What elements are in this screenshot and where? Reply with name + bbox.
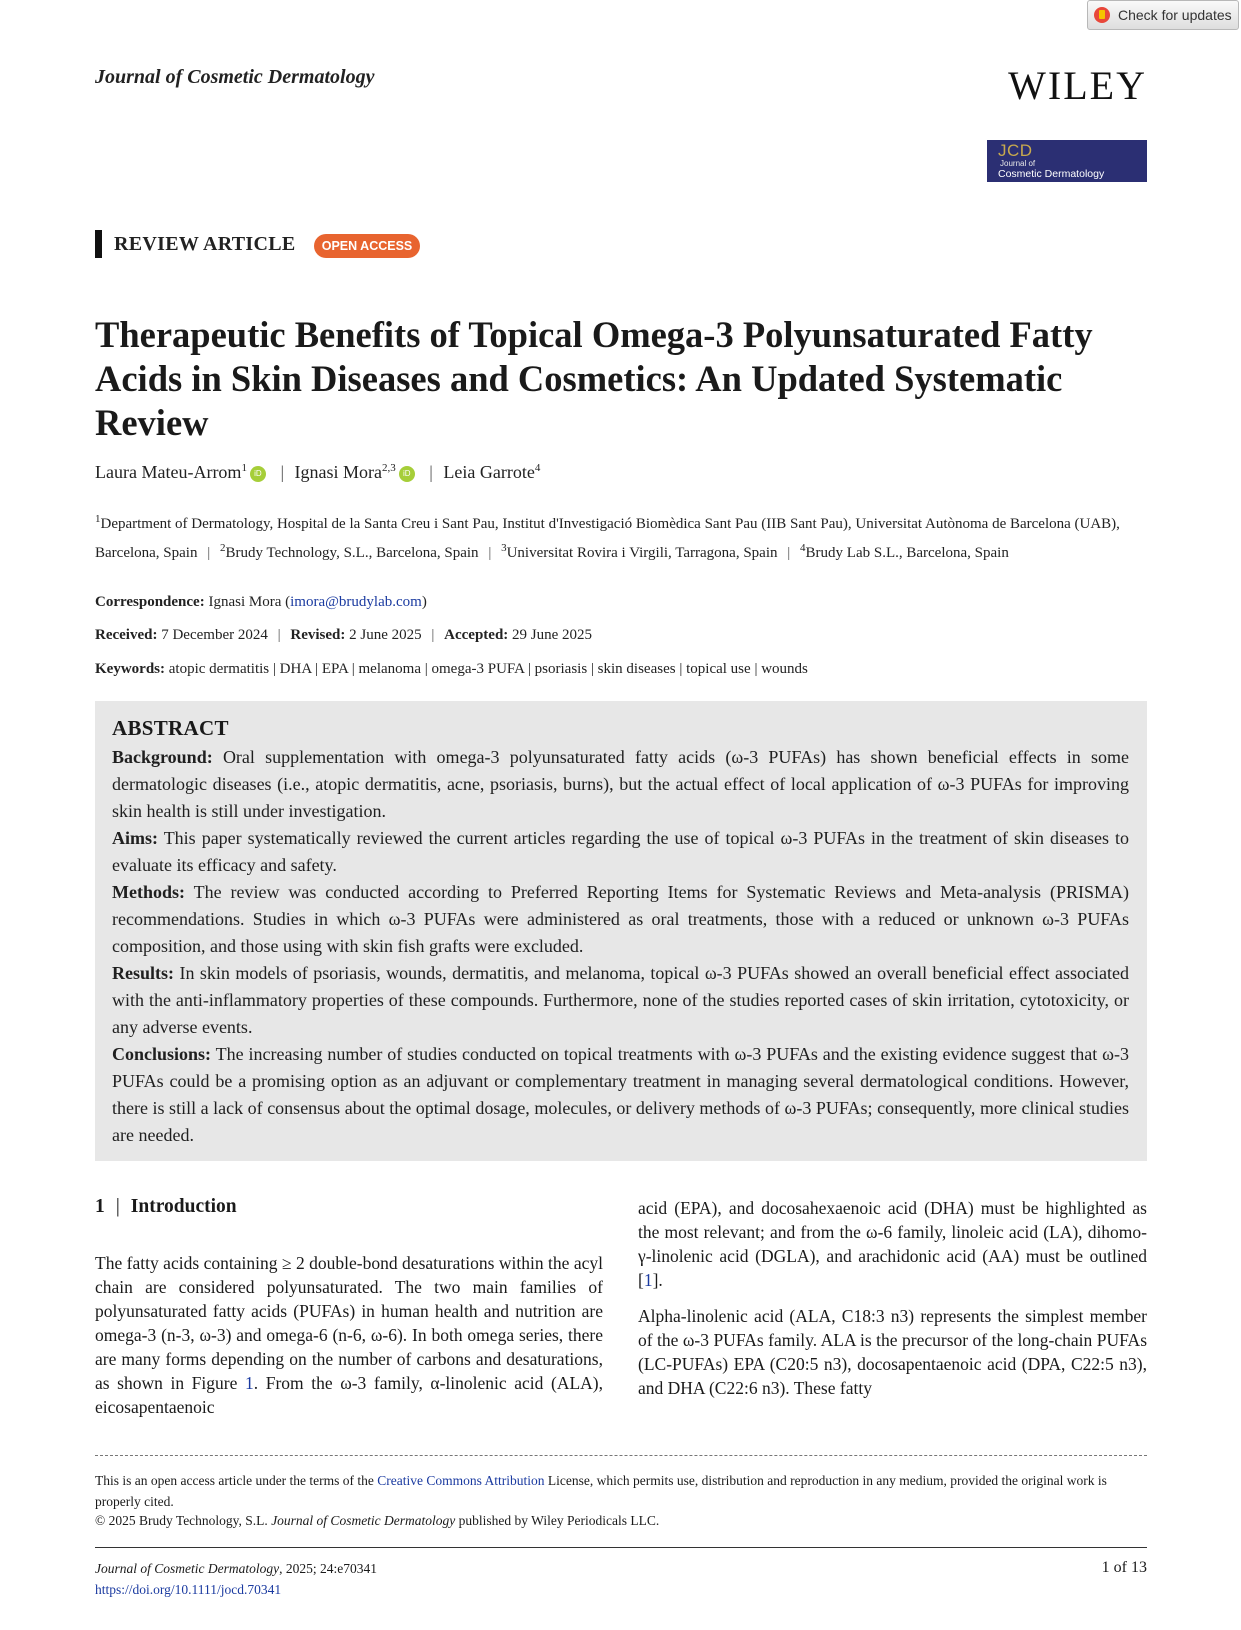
keyword: wounds: [761, 661, 808, 677]
affiliation-number: 1: [95, 513, 101, 525]
keyword: skin diseases: [597, 661, 676, 677]
journal-badge-line2: Cosmetic Dermatology: [998, 168, 1105, 180]
keyword-separator: |: [587, 661, 598, 677]
affiliation-separator: |: [488, 544, 492, 561]
journal-name: Journal of Cosmetic Dermatology: [95, 66, 375, 88]
keyword-separator: |: [311, 661, 322, 677]
journal-badge-line1: Journal of: [1000, 159, 1036, 168]
received-label: Received:: [95, 627, 158, 643]
keyword-separator: |: [750, 661, 762, 677]
keyword: DHA: [279, 661, 312, 677]
keyword: omega-3 PUFA: [431, 661, 525, 677]
revised-label: Revised:: [290, 627, 346, 643]
received-date: 7 December 2024: [161, 627, 268, 643]
correspondence-label: Correspondence:: [95, 594, 205, 610]
body-text: ].: [652, 1270, 663, 1290]
body-text: The fatty acids containing ≥ 2 double-bond desaturations within the acyl chain are considered polyunsaturated. The two main families of polyunsaturated fatty acids (PUFAs) in human health and nutrition are omega-3 (n-3, ω-3) and omega-6 (n-6, ω-6). In both omega series, there are many forms depending on the number of carbons and desaturations, as shown in Figure: [95, 1253, 603, 1393]
keyword-separator: |: [347, 661, 359, 677]
abstract-results: [112, 960, 1129, 1041]
affiliations: [95, 508, 1145, 565]
article-dates: [95, 627, 592, 644]
abstract-heading: ABSTRACT: [112, 716, 229, 740]
affiliation-text: Brudy Technology, S.L., Barcelona, Spain: [225, 544, 479, 561]
article-title: Therapeutic Benefits of Topical Omega-3 Polyunsaturated Fatty Acids in Skin Diseases and Cosmetics: An Updated Systematic Review: [95, 314, 1093, 443]
body-text: acid (EPA), and docosahexaenoic acid (DHA) must be highlighted as the most relevant; and from the ω-6 family, linoleic acid (LA), dihomo-γ-linolenic acid (DGLA), and arachidonic acid (AA) must be outlined [: [638, 1198, 1147, 1290]
author-name[interactable]: Ignasi Mora: [294, 462, 383, 482]
license-link[interactable]: Creative Commons Attribution: [377, 1473, 545, 1488]
keyword: topical use: [686, 661, 751, 677]
body-paragraph: [638, 1196, 1147, 1292]
copyright-text: published by Wiley Periodicals LLC.: [455, 1513, 660, 1528]
accepted-label: Accepted:: [444, 627, 509, 643]
orcid-icon[interactable]: iD: [399, 466, 415, 482]
affiliation-separator: |: [207, 544, 211, 561]
copyright-text: © 2025 Brudy Technology, S.L.: [95, 1513, 272, 1528]
page-number: 1 of 13: [1101, 1559, 1147, 1576]
body-column-right: [638, 1196, 1147, 1400]
date-separator: |: [277, 627, 281, 643]
correspondence-name: Ignasi Mora: [208, 594, 282, 610]
author-affiliation-sup: 4: [534, 462, 541, 474]
author-separator: |: [429, 462, 433, 482]
keyword: atopic dermatitis: [168, 661, 270, 677]
keyword: melanoma: [358, 661, 421, 677]
open-access-badge: OPEN ACCESS: [314, 234, 420, 258]
reference-link[interactable]: 1: [643, 1270, 653, 1290]
abstract-section-label: Background:: [112, 747, 213, 767]
affiliation-number: 3: [501, 541, 507, 554]
abstract-section-text: Oral supplementation with omega-3 polyunsaturated fatty acids (ω-3 PUFAs) has shown beneficial effects in some dermatologic diseases (i.e., atopic dermatitis, acne, psoriasis, burns), but the actual effect of local application of ω-3 PUFAs for improving skin health is still under investigation.: [112, 747, 1130, 821]
affiliation-separator: |: [787, 544, 791, 561]
abstract-section-label: Conclusions:: [112, 1044, 212, 1064]
article-type: REVIEW ARTICLE: [114, 233, 296, 255]
footer-volume: , 2025; 24:e70341: [279, 1561, 377, 1576]
section-number: 1: [95, 1196, 105, 1217]
abstract-section-label: Methods:: [112, 882, 185, 902]
affiliation-number: 2: [219, 541, 226, 554]
section-title: Introduction: [130, 1196, 237, 1217]
keyword-separator: |: [420, 661, 432, 677]
abstract-section-label: Results:: [112, 963, 174, 983]
author-affiliation-sup: 2,3: [382, 462, 396, 474]
bookmark-icon: [1094, 7, 1110, 23]
license-text: This is an open access article under the terms of the: [95, 1473, 378, 1488]
abstract-aims: [112, 825, 1129, 879]
author-name[interactable]: Laura Mateu-Arrom: [95, 462, 242, 482]
date-separator: |: [431, 627, 435, 643]
figure-link[interactable]: 1: [244, 1373, 254, 1393]
keyword: EPA: [321, 661, 348, 677]
abstract-body: [112, 744, 1129, 1149]
keyword-separator: |: [269, 661, 280, 677]
keywords-list: [169, 661, 808, 677]
publisher-logo: WILEY: [1008, 63, 1147, 108]
doi-link[interactable]: https://doi.org/10.1111/jocd.70341: [95, 1582, 282, 1597]
affiliation-text: Universitat Rovira i Virgili, Tarragona, Spain: [506, 544, 778, 561]
keyword-separator: |: [675, 661, 687, 677]
abstract-section-text: The review was conducted according to Preferred Reporting Items for Systematic Reviews and Meta-analysis (PRISMA) recommendations. Studies in which ω-3 PUFAs were administered as oral treatments, those with a reduced or unknown ω-3 PUFAs composition, and those using with skin fish grafts were excluded.: [112, 882, 1129, 956]
section-heading-introduction: [95, 1196, 237, 1218]
affiliation-number: 4: [800, 541, 806, 554]
keywords-label: Keywords:: [95, 661, 165, 677]
article-type-marker: [95, 230, 102, 258]
author-list: [95, 462, 540, 483]
author-name[interactable]: Leia Garrote: [443, 462, 535, 482]
footer-divider: [95, 1547, 1147, 1548]
footer-journal: Journal of Cosmetic Dermatology: [95, 1561, 280, 1576]
journal-badge: [987, 140, 1147, 182]
license-text: License, which permits use, distribution and reproduction in any medium, provided the original work is properly cited.: [95, 1473, 1107, 1509]
orcid-icon[interactable]: iD: [250, 466, 266, 482]
journal-badge-abbr: JCD: [998, 141, 1033, 160]
copyright-notice: [95, 1513, 659, 1529]
copyright-journal: Journal of Cosmetic Dermatology: [271, 1513, 456, 1528]
body-paragraph: Alpha-linolenic acid (ALA, C18:3 n3) represents the simplest member of the ω-3 PUFAs family. ALA is the precursor of the long-chain PUFAs (LC-PUFAs) EPA (C20:5 n3), docosapentaenoic acid (DPA, C22:5 n3), and DHA (C22:6 n3). These fatty: [638, 1306, 1147, 1398]
check-for-updates-button[interactable]: [1087, 0, 1239, 30]
body-column-left: [95, 1251, 603, 1419]
correspondence-email-link[interactable]: imora@brudylab.com: [290, 594, 422, 610]
abstract-methods: [112, 879, 1129, 960]
license-notice: [95, 1470, 1147, 1512]
abstract-section-text: This paper systematically reviewed the current articles regarding the use of topical ω-3 PUFAs in the treatment of skin diseases to evaluate its efficacy and safety.: [112, 828, 1129, 875]
correspondence: Correspondence: Ignasi Mora (imora@brudylab.com): [95, 594, 427, 610]
keyword-separator: |: [524, 661, 535, 677]
abstract-section-text: In skin models of psoriasis, wounds, dermatitis, and melanoma, topical ω-3 PUFAs showed an overall beneficial effect associated with the anti-inflammatory properties of these compounds. Furthermore, none of the studies reported cases of skin irritation, cytotoxicity, or any adverse events.: [112, 963, 1129, 1037]
body-paragraph: [95, 1251, 603, 1419]
abstract-section-text: The increasing number of studies conducted on topical treatments with ω-3 PUFAs and the existing evidence suggest that ω-3 PUFAs could be a promising option as an adjuvant or complementary treatment in managing several dermatological conditions. However, there is still a lack of consensus about the optimal dosage, molecules, or delivery methods of ω-3 PUFAs; consequently, more clinical studies are needed.: [112, 1044, 1129, 1145]
affiliation-text: Department of Dermatology, Hospital de la Santa Creu i Sant Pau, Institut d'Investigació Biomèdica Sant Pau (IIB Sant Pau), Universitat Autònoma de Barcelona (UAB), Barcelona, Spain: [95, 516, 1120, 561]
footnote-divider: [95, 1455, 1147, 1456]
author-affiliation-sup: 1: [241, 462, 247, 474]
section-separator: |: [115, 1196, 120, 1217]
author-separator: |: [280, 462, 285, 482]
keyword: psoriasis: [534, 661, 588, 677]
abstract-conclusions: [112, 1041, 1129, 1149]
abstract-background: [112, 744, 1129, 825]
accepted-date: 29 June 2025: [512, 627, 593, 643]
abstract-section-label: Aims:: [112, 828, 158, 848]
affiliation-text: Brudy Lab S.L., Barcelona, Spain: [805, 544, 1009, 561]
body-text: . From the ω-3 family, α-linolenic acid (ALA), eicosapentaenoic: [95, 1373, 603, 1417]
keywords: [95, 661, 808, 678]
footer-citation: [95, 1558, 377, 1600]
check-for-updates-label: Check for updates: [1118, 7, 1232, 23]
revised-date: 2 June 2025: [349, 627, 422, 643]
